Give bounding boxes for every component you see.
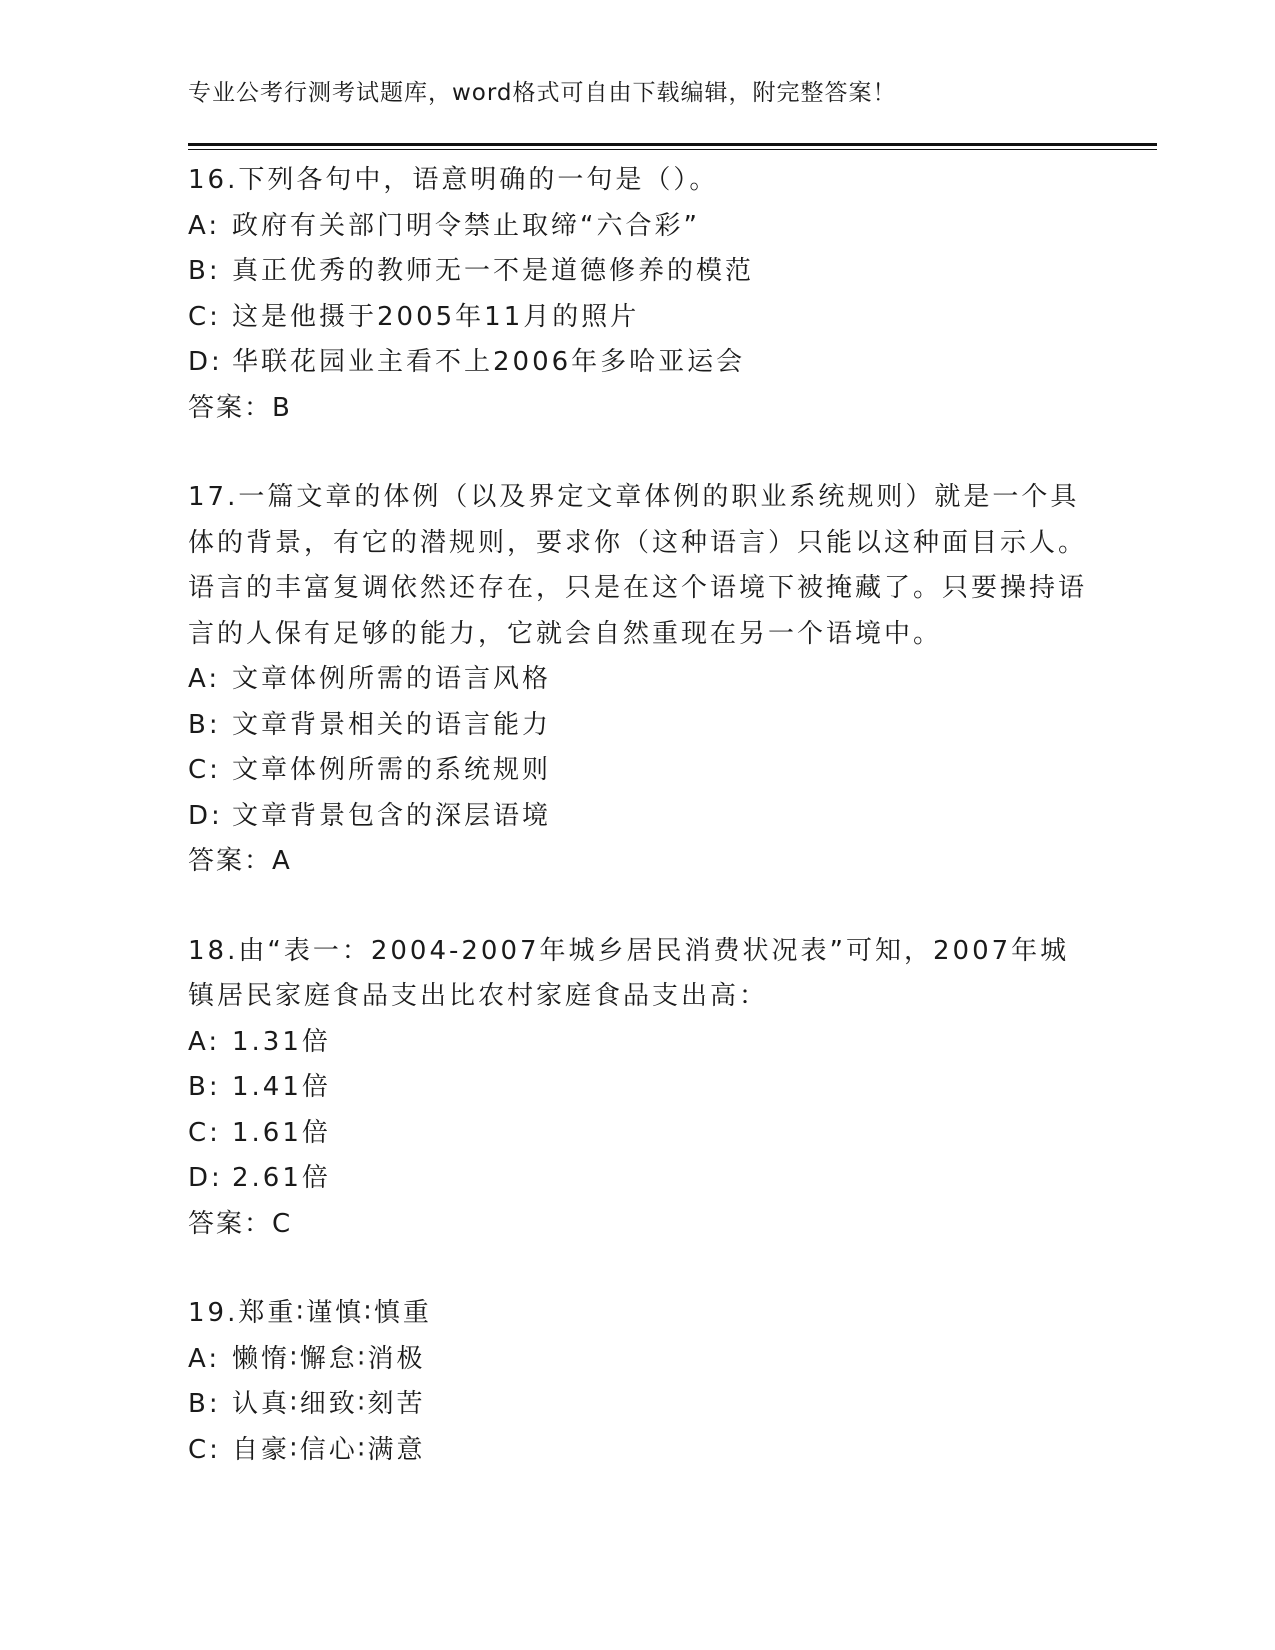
option-b <box>188 1382 1088 1428</box>
option-text: 文章背景包含的深层语境 <box>232 800 552 831</box>
option-a <box>188 1337 1088 1383</box>
option-b <box>188 1065 1088 1111</box>
option-key: A: <box>188 210 221 241</box>
option-text: 懒惰∶懈怠∶消极 <box>232 1343 426 1374</box>
option-text: 1.61倍 <box>232 1117 331 1148</box>
option-text: 华联花园业主看不上2006年多哈亚运会 <box>232 347 746 377</box>
option-key: B: <box>188 1389 221 1419</box>
option-d <box>188 794 1088 840</box>
option-a <box>188 657 1088 703</box>
question-18 <box>188 929 1088 1248</box>
option-a <box>188 1020 1088 1066</box>
header-divider-thin <box>188 149 1157 150</box>
question-stem: 17.一篇文章的体例（以及界定文章体例的职业系统规则）就是一个具体的背景，有它的潜规则，要求你（这种语言）只能以这种面目示人。语言的丰富复调依然还存在，只是在这个语境下被掩藏了。只要操持语言的人保有足够的能力，它就会自然重现在另一个语境中。 <box>188 482 1088 649</box>
page-header: 专业公考行测考试题库，word格式可自由下载编辑，附完整答案！ <box>188 80 897 106</box>
option-key: A: <box>188 664 221 694</box>
option-d <box>188 1156 1088 1202</box>
option-c <box>188 295 1088 341</box>
question-stem: 16.下列各句中，语意明确的一句是（）。 <box>188 165 719 195</box>
option-text: 文章背景相关的语言能力 <box>232 709 552 740</box>
option-key: D: <box>188 800 223 831</box>
option-key: D: <box>188 1163 223 1193</box>
option-c <box>188 1428 1088 1474</box>
question-stem: 19.郑重∶谨慎∶慎重 <box>188 1298 432 1328</box>
option-b <box>188 249 1088 295</box>
option-text: 自豪∶信心∶满意 <box>232 1434 426 1465</box>
option-key: B: <box>188 256 221 286</box>
option-key: C: <box>188 301 221 332</box>
question-16 <box>188 158 1088 431</box>
option-key: A: <box>188 1026 221 1057</box>
answer-line: 答案：C <box>188 1208 293 1239</box>
option-text: 2.61倍 <box>232 1163 331 1193</box>
option-text: 1.41倍 <box>232 1072 331 1102</box>
option-d <box>188 340 1088 386</box>
option-text: 政府有关部门明令禁止取缔“六合彩” <box>232 210 700 241</box>
option-key: C: <box>188 1434 221 1465</box>
question-list <box>188 158 1088 1517</box>
option-a <box>188 204 1088 250</box>
answer-line: 答案：A <box>188 846 292 876</box>
question-stem: 18.由“表一：2004-2007年城乡居民消费状况表”可知，2007年城镇居民家庭食品支出比农村家庭食品支出高： <box>188 935 1070 1011</box>
option-text: 这是他摄于2005年11月的照片 <box>232 301 640 332</box>
option-text: 认真∶细致∶刻苦 <box>232 1389 426 1419</box>
option-c <box>188 748 1088 794</box>
option-b <box>188 703 1088 749</box>
option-c <box>188 1111 1088 1157</box>
option-key: A: <box>188 1343 221 1374</box>
question-17 <box>188 475 1088 885</box>
answer-line: 答案：B <box>188 392 292 423</box>
option-key: B: <box>188 1072 221 1102</box>
option-key: B: <box>188 709 221 740</box>
header-divider-thick <box>188 143 1157 146</box>
option-text: 文章体例所需的语言风格 <box>232 664 552 694</box>
option-key: D: <box>188 347 223 377</box>
option-text: 真正优秀的教师无一不是道德修养的模范 <box>232 256 755 286</box>
option-text: 文章体例所需的系统规则 <box>232 755 552 785</box>
option-key: C: <box>188 1117 221 1148</box>
option-key: C: <box>188 755 221 785</box>
question-19 <box>188 1291 1088 1473</box>
option-text: 1.31倍 <box>232 1026 331 1057</box>
